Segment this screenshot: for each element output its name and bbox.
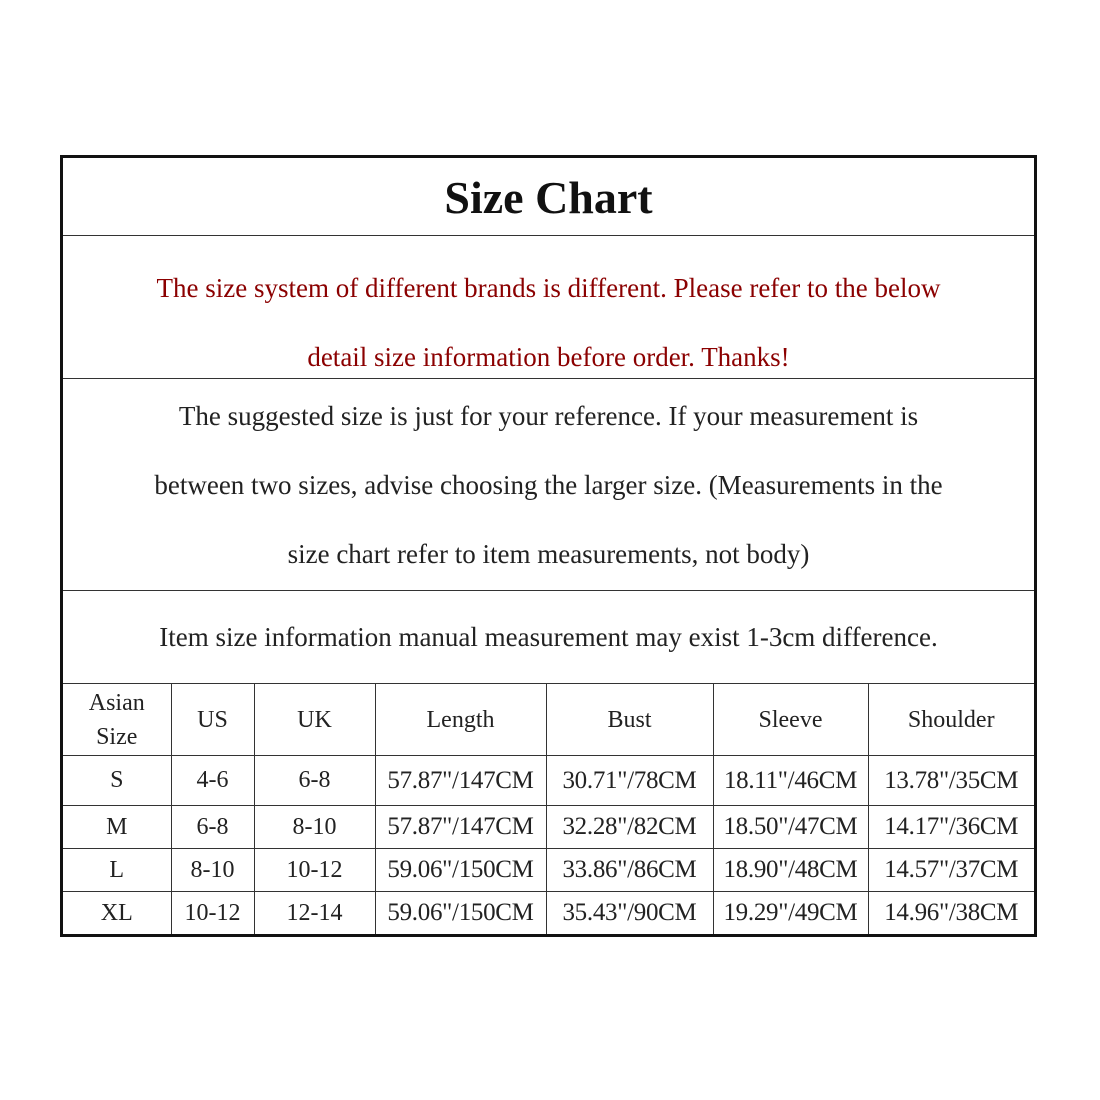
cell-shoulder: 14.57"/37CM [868, 849, 1034, 892]
header-bust: Bust [546, 684, 713, 756]
notice-line: detail size information before order. Thanks! [307, 342, 790, 372]
cell-shoulder: 14.96"/38CM [868, 892, 1034, 935]
cell-bust: 30.71"/78CM [546, 756, 713, 806]
note-line: The suggested size is just for your reference. If your measurement is [178, 401, 919, 431]
cell-us: 8-10 [171, 849, 254, 892]
cell-shoulder: 13.78"/35CM [868, 756, 1034, 806]
cell-uk: 12-14 [254, 892, 375, 935]
cell-bust: 33.86"/86CM [546, 849, 713, 892]
cell-uk: 10-12 [254, 849, 375, 892]
size-table [63, 684, 1034, 934]
cell-bust: 32.28"/82CM [546, 806, 713, 849]
header-shoulder: Shoulder [868, 684, 1034, 756]
notice-line: The size system of different brands is different. Please refer to the below [156, 273, 941, 303]
note-line: between two sizes, advise choosing the larger size. (Measurements in the [154, 470, 943, 500]
table-row [63, 892, 1034, 935]
cell-length: 59.06"/150CM [375, 849, 546, 892]
header-us: US [171, 684, 254, 756]
table-row [63, 849, 1034, 892]
suggested-size-note [63, 379, 1034, 591]
cell-us: 6-8 [171, 806, 254, 849]
cell-sleeve: 18.90"/48CM [713, 849, 868, 892]
cell-sleeve: 18.50"/47CM [713, 806, 868, 849]
header-uk: UK [254, 684, 375, 756]
cell-length: 59.06"/150CM [375, 892, 546, 935]
cell-us: 10-12 [171, 892, 254, 935]
table-header-row [63, 684, 1034, 756]
cell-uk: 8-10 [254, 806, 375, 849]
cell-uk: 6-8 [254, 756, 375, 806]
cell-us: 4-6 [171, 756, 254, 806]
header-length: Length [375, 684, 546, 756]
cell-shoulder: 14.17"/36CM [868, 806, 1034, 849]
cell-sleeve: 19.29"/49CM [713, 892, 868, 935]
cell-asian-size: XL [63, 892, 171, 935]
header-size-line: Size [96, 723, 138, 750]
size-chart-title: Size Chart [63, 158, 1034, 236]
brand-size-notice [63, 236, 1034, 379]
measurement-difference-note: Item size information manual measurement may exist 1-3cm difference. [63, 591, 1034, 684]
cell-asian-size: S [63, 756, 171, 806]
cell-length: 57.87"/147CM [375, 806, 546, 849]
header-asian-size [63, 684, 171, 756]
cell-length: 57.87"/147CM [375, 756, 546, 806]
cell-asian-size: M [63, 806, 171, 849]
cell-sleeve: 18.11"/46CM [713, 756, 868, 806]
table-row [63, 756, 1034, 806]
cell-asian-size: L [63, 849, 171, 892]
header-sleeve: Sleeve [713, 684, 868, 756]
size-chart-sheet [60, 155, 1037, 937]
note-line: size chart refer to item measurements, not body) [287, 539, 810, 569]
header-asian-line: Asian [88, 689, 145, 716]
cell-bust: 35.43"/90CM [546, 892, 713, 935]
table-row [63, 806, 1034, 849]
